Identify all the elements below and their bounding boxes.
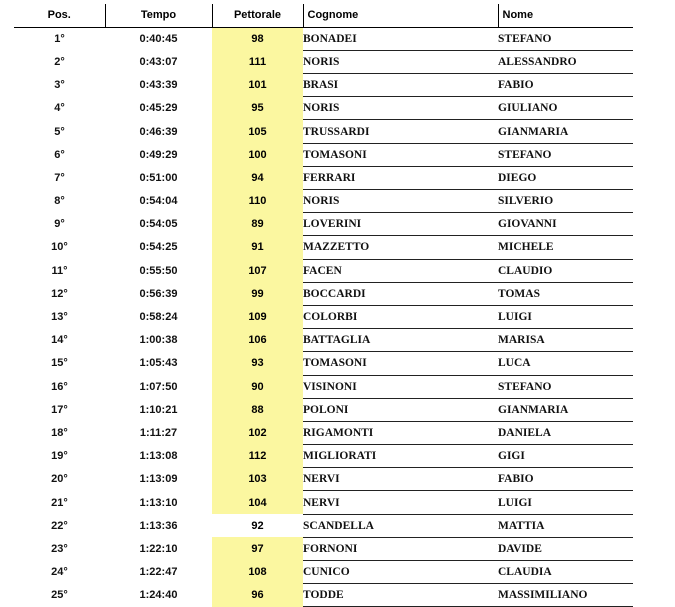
pettorale-cell: 98 (212, 27, 303, 50)
pettorale-cell: 89 (212, 213, 303, 236)
nome-cell: MATTIA (498, 514, 633, 537)
pos-cell: 18° (51, 426, 68, 439)
table-row (14, 514, 633, 537)
pos-cell: 3° (54, 79, 65, 92)
table-body (14, 27, 633, 607)
tempo-cell: 1:22:10 (139, 542, 178, 555)
pettorale-cell: 93 (212, 352, 303, 375)
tempo-cell: 0:54:05 (139, 218, 178, 231)
tempo-cell: 0:43:39 (139, 79, 178, 92)
nome-cell: CLAUDIA (498, 561, 633, 584)
pos-cell: 6° (54, 148, 65, 161)
pettorale-cell: 107 (212, 259, 303, 282)
nome-cell: GIOVANNI (498, 213, 633, 236)
nome-cell: GIANMARIA (498, 398, 633, 421)
pos-cell: 16° (51, 380, 68, 393)
tempo-cell: 0:46:39 (139, 125, 178, 138)
table-row (14, 120, 633, 143)
cognome-cell: FACEN (303, 259, 498, 282)
cognome-cell: NORIS (303, 190, 498, 213)
nome-cell: GIULIANO (498, 97, 633, 120)
pettorale-cell: 111 (212, 50, 303, 73)
cognome-cell: NERVI (303, 468, 498, 491)
nome-cell: DAVIDE (498, 537, 633, 560)
table-row (14, 166, 633, 189)
pettorale-cell: 101 (212, 74, 303, 97)
table-row (14, 97, 633, 120)
header-pos: Pos. (14, 4, 105, 27)
cognome-cell: FORNONI (303, 537, 498, 560)
results-table (14, 4, 633, 607)
cognome-cell: RIGAMONTI (303, 421, 498, 444)
cognome-cell: BRASI (303, 74, 498, 97)
tempo-cell: 0:43:07 (139, 55, 178, 68)
tempo-cell: 1:10:21 (139, 403, 178, 416)
pos-cell: 21° (51, 496, 68, 509)
nome-cell: FABIO (498, 74, 633, 97)
cognome-cell: COLORBI (303, 305, 498, 328)
tempo-cell: 0:51:00 (139, 171, 178, 184)
nome-cell: MASSIMILIANO (498, 584, 633, 607)
pos-cell: 14° (51, 334, 68, 347)
tempo-cell: 0:54:04 (139, 195, 178, 208)
table-row (14, 352, 633, 375)
nome-cell: MARISA (498, 329, 633, 352)
cognome-cell: VISINONI (303, 375, 498, 398)
pettorale-cell: 95 (212, 97, 303, 120)
tempo-cell: 1:13:10 (139, 496, 178, 509)
table-row (14, 236, 633, 259)
table-row (14, 213, 633, 236)
cognome-cell: BONADEI (303, 27, 498, 50)
header-cognome: Cognome (303, 4, 498, 27)
pos-cell: 25° (51, 589, 68, 602)
pos-cell: 11° (51, 264, 68, 277)
pos-cell: 23° (51, 542, 68, 555)
table-row (14, 143, 633, 166)
table-row (14, 421, 633, 444)
nome-cell: FABIO (498, 468, 633, 491)
cognome-cell: TOMASONI (303, 352, 498, 375)
table-row (14, 282, 633, 305)
table-row (14, 561, 633, 584)
pettorale-cell: 99 (212, 282, 303, 305)
cognome-cell: TRUSSARDI (303, 120, 498, 143)
tempo-cell: 1:24:40 (139, 589, 178, 602)
pettorale-cell: 96 (212, 584, 303, 607)
table-header (14, 4, 633, 27)
tempo-cell: 0:54:25 (139, 241, 178, 254)
cognome-cell: BATTAGLIA (303, 329, 498, 352)
pettorale-cell: 108 (212, 561, 303, 584)
tempo-cell: 1:00:38 (139, 334, 178, 347)
table-row (14, 398, 633, 421)
cognome-cell: NORIS (303, 50, 498, 73)
pos-cell: 15° (51, 357, 68, 370)
cognome-cell: POLONI (303, 398, 498, 421)
pos-cell: 24° (51, 566, 68, 579)
nome-cell: LUCA (498, 352, 633, 375)
nome-cell: SILVERIO (498, 190, 633, 213)
nome-cell: CLAUDIO (498, 259, 633, 282)
pos-cell: 19° (51, 450, 68, 463)
table-row (14, 259, 633, 282)
nome-cell: DIEGO (498, 166, 633, 189)
pettorale-cell: 94 (212, 166, 303, 189)
tempo-cell: 0:49:29 (139, 148, 178, 161)
pettorale-cell: 105 (212, 120, 303, 143)
cognome-cell: NERVI (303, 491, 498, 514)
table-row (14, 468, 633, 491)
cognome-cell: CUNICO (303, 561, 498, 584)
tempo-cell: 0:45:29 (139, 102, 178, 115)
pos-cell: 5° (54, 125, 65, 138)
pos-cell: 4° (54, 102, 65, 115)
pettorale-cell: 104 (212, 491, 303, 514)
pettorale-cell: 102 (212, 421, 303, 444)
tempo-cell: 1:13:08 (139, 450, 178, 463)
table-row (14, 491, 633, 514)
cognome-cell: TODDE (303, 584, 498, 607)
cognome-cell: TOMASONI (303, 143, 498, 166)
table-row (14, 375, 633, 398)
pos-cell: 17° (51, 403, 68, 416)
header-tempo: Tempo (105, 4, 212, 27)
pettorale-cell: 92 (251, 519, 264, 532)
table-row (14, 329, 633, 352)
nome-cell: STEFANO (498, 27, 633, 50)
cognome-cell: LOVERINI (303, 213, 498, 236)
cognome-cell: BOCCARDI (303, 282, 498, 305)
tempo-cell: 1:11:27 (139, 426, 178, 439)
pettorale-cell: 103 (212, 468, 303, 491)
pettorale-cell: 91 (212, 236, 303, 259)
pos-cell: 9° (54, 218, 65, 231)
header-nome: Nome (498, 4, 633, 27)
tempo-cell: 0:55:50 (139, 264, 178, 277)
tempo-cell: 1:05:43 (139, 357, 178, 370)
tempo-cell: 1:07:50 (139, 380, 178, 393)
pos-cell: 12° (51, 287, 68, 300)
pettorale-cell: 110 (212, 190, 303, 213)
nome-cell: LUIGI (498, 305, 633, 328)
pettorale-cell: 97 (212, 537, 303, 560)
tempo-cell: 0:40:45 (139, 33, 178, 46)
pos-cell: 7° (54, 171, 65, 184)
table-row (14, 27, 633, 50)
header-pettorale: Pettorale (212, 4, 303, 27)
table-row (14, 537, 633, 560)
table-row (14, 445, 633, 468)
cognome-cell: SCANDELLA (303, 514, 498, 537)
pos-cell: 22° (51, 519, 68, 532)
pettorale-cell: 112 (212, 445, 303, 468)
nome-cell: MICHELE (498, 236, 633, 259)
nome-cell: STEFANO (498, 143, 633, 166)
header-row (14, 4, 633, 27)
cognome-cell: MAZZETTO (303, 236, 498, 259)
nome-cell: GIANMARIA (498, 120, 633, 143)
table-row (14, 74, 633, 97)
pos-cell: 13° (51, 311, 68, 324)
pettorale-cell: 100 (212, 143, 303, 166)
nome-cell: TOMAS (498, 282, 633, 305)
tempo-cell: 0:58:24 (139, 311, 178, 324)
nome-cell: DANIELA (498, 421, 633, 444)
pettorale-cell: 90 (212, 375, 303, 398)
cognome-cell: FERRARI (303, 166, 498, 189)
tempo-cell: 1:22:47 (139, 566, 178, 579)
tempo-cell: 1:13:09 (139, 473, 178, 486)
tempo-cell: 1:13:36 (139, 519, 178, 532)
pos-cell: 20° (51, 473, 68, 486)
table-row (14, 305, 633, 328)
pettorale-cell: 88 (212, 398, 303, 421)
pos-cell: 10° (51, 241, 68, 254)
tempo-cell: 0:56:39 (139, 287, 178, 300)
pos-cell: 8° (54, 195, 65, 208)
cognome-cell: NORIS (303, 97, 498, 120)
table-row (14, 584, 633, 607)
nome-cell: ALESSANDRO (498, 50, 633, 73)
pos-cell: 2° (54, 55, 65, 68)
nome-cell: GIGI (498, 445, 633, 468)
table-row (14, 190, 633, 213)
nome-cell: LUIGI (498, 491, 633, 514)
nome-cell: STEFANO (498, 375, 633, 398)
table-row (14, 50, 633, 73)
pettorale-cell: 106 (212, 329, 303, 352)
pettorale-cell: 109 (212, 305, 303, 328)
pos-cell: 1° (54, 33, 65, 46)
cognome-cell: MIGLIORATI (303, 445, 498, 468)
